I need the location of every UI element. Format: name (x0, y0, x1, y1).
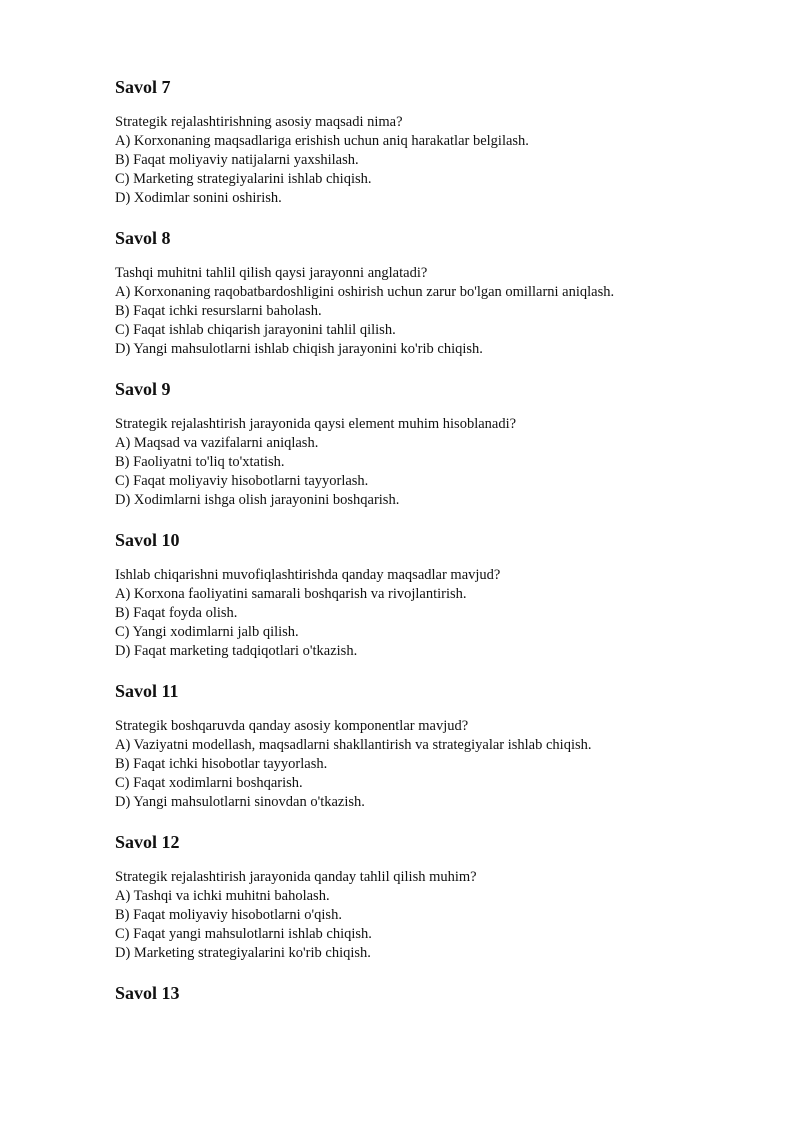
answer-option-d: D) Xodimlar sonini oshirish. (115, 189, 282, 206)
answer-option-a: A) Korxonaning maqsadlariga erishish uchun aniq harakatlar belgilash. (115, 132, 529, 149)
answer-option-c: C) Faqat xodimlarni boshqarish. (115, 774, 303, 791)
answer-option-c: C) Marketing strategiyalarini ishlab chiqish. (115, 170, 372, 187)
question-block-9 (115, 378, 755, 529)
question-block-11 (115, 680, 755, 831)
answer-option-c: C) Yangi xodimlarni jalb qilish. (115, 623, 299, 640)
question-title: Savol 9 (115, 379, 171, 399)
question-text: Strategik boshqaruvda qanday asosiy komponentlar mavjud? (115, 718, 469, 734)
question-title: Savol 7 (115, 77, 171, 97)
answer-option-d: D) Faqat marketing tadqiqotlari o'tkazish. (115, 642, 358, 659)
answer-option-b: B) Faqat ichki resurslarni baholash. (115, 302, 322, 319)
question-block-8 (115, 227, 755, 378)
question-title: Savol 13 (115, 983, 180, 1003)
question-text: Ishlab chiqarishni muvofiqlashtirishda qanday maqsadlar mavjud? (115, 567, 501, 583)
question-text: Tashqi muhitni tahlil qilish qaysi jarayonni anglatadi? (115, 265, 428, 281)
answer-option-c: C) Faqat yangi mahsulotlarni ishlab chiqish. (115, 925, 372, 942)
answer-option-b: B) Faqat ichki hisobotlar tayyorlash. (115, 755, 328, 772)
answer-option-a: A) Tashqi va ichki muhitni baholash. (115, 887, 330, 904)
question-title: Savol 12 (115, 832, 180, 852)
answer-option-a: A) Korxona faoliyatini samarali boshqarish va rivojlantirish. (115, 585, 467, 602)
answer-option-a: A) Maqsad va vazifalarni aniqlash. (115, 434, 319, 451)
question-text: Strategik rejalashtirish jarayonida qaysi element muhim hisoblanadi? (115, 416, 517, 432)
answer-option-d: D) Marketing strategiyalarini ko'rib chiqish. (115, 944, 371, 961)
answer-option-b: B) Faqat moliyaviy hisobotlarni o'qish. (115, 906, 342, 923)
question-block-7 (115, 76, 755, 227)
answer-option-b: B) Faoliyatni to'liq to'xtatish. (115, 453, 285, 470)
question-block-10 (115, 529, 755, 680)
question-text: Strategik rejalashtirish jarayonida qanday tahlil qilish muhim? (115, 869, 477, 885)
question-title: Savol 10 (115, 530, 180, 550)
answer-option-c: C) Faqat moliyaviy hisobotlarni tayyorlash. (115, 472, 369, 489)
answer-option-c: C) Faqat ishlab chiqarish jarayonini tahlil qilish. (115, 321, 396, 338)
answer-option-d: D) Xodimlarni ishga olish jarayonini boshqarish. (115, 491, 400, 508)
question-block-12 (115, 831, 755, 982)
question-text: Strategik rejalashtirishning asosiy maqsadi nima? (115, 114, 403, 130)
question-title: Savol 8 (115, 228, 171, 248)
answer-option-a: A) Vaziyatni modellash, maqsadlarni shakllantirish va strategiyalar ishlab chiqish. (115, 736, 592, 753)
document-page (115, 76, 755, 1019)
answer-option-d: D) Yangi mahsulotlarni sinovdan o'tkazish. (115, 793, 365, 810)
question-block-13 (115, 982, 755, 1004)
question-title: Savol 11 (115, 681, 179, 701)
answer-option-d: D) Yangi mahsulotlarni ishlab chiqish jarayonini ko'rib chiqish. (115, 340, 483, 357)
answer-option-b: B) Faqat moliyaviy natijalarni yaxshilash. (115, 151, 359, 168)
answer-option-b: B) Faqat foyda olish. (115, 604, 238, 621)
answer-option-a: A) Korxonaning raqobatbardoshligini oshirish uchun zarur bo'lgan omillarni aniqlash. (115, 283, 615, 300)
